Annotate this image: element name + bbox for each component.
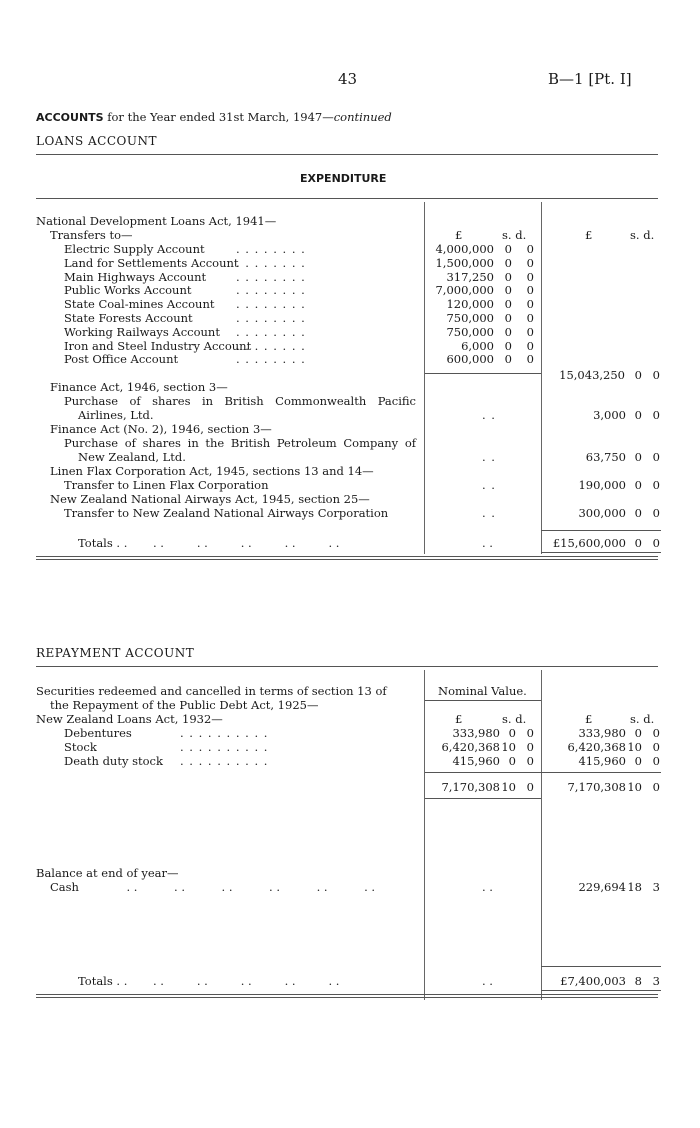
item-amount: 600,000 [446, 352, 494, 367]
nominal-pence: 0 [526, 740, 534, 754]
entry-amount: 63,750 [585, 450, 626, 464]
totals-label: Totals . . . . . . . . . . . . [78, 536, 340, 550]
cash-label: Cash . . . . . . . . . . . . [50, 880, 376, 894]
item-shillings: 0 [504, 242, 512, 256]
rule [36, 997, 658, 998]
totals-text: Totals [78, 536, 113, 550]
item-label: Working Railways Account [64, 324, 220, 339]
total-amount: £7,400,003 [560, 974, 626, 988]
subtotal-shillings: 10 [627, 780, 642, 794]
rule [36, 994, 658, 995]
expenditure-heading: EXPENDITURE [300, 172, 387, 185]
nominal-amount: 6,420,368 [441, 740, 500, 754]
item-shillings: 0 [504, 324, 512, 339]
item-pence: 0 [526, 283, 534, 298]
item-amount: 317,250 [446, 269, 494, 284]
item-amount: 415,960 [578, 754, 626, 768]
leader-dots: . . [482, 506, 496, 520]
item-label: State Coal-mines Account [64, 297, 215, 312]
item-pence: 0 [526, 311, 534, 325]
item-amount: 750,000 [446, 324, 494, 339]
column-rule [541, 670, 542, 1000]
total-shillings: 0 [634, 536, 642, 550]
rule [541, 552, 661, 553]
item-pence: 0 [526, 242, 534, 256]
item-label: Iron and Steel Industry Account [64, 338, 252, 353]
entry-amount: 190,000 [578, 478, 626, 492]
item-shillings: 0 [634, 754, 642, 768]
item-pence: 0 [526, 324, 534, 339]
page-number: 43 [338, 70, 358, 88]
column-rule [541, 202, 542, 554]
item-shillings: 0 [504, 283, 512, 298]
rule [425, 772, 661, 773]
leader-dots: . . [482, 408, 496, 422]
item-pence: 0 [652, 726, 660, 740]
rule [425, 700, 541, 701]
item-pence: 0 [526, 352, 534, 367]
item-pence: 0 [652, 754, 660, 768]
item-shillings: 0 [504, 311, 512, 325]
item-shillings: 0 [504, 269, 512, 284]
item-shillings: 10 [627, 740, 642, 754]
nominal-pence: 0 [526, 726, 534, 740]
item-amount: 120,000 [446, 297, 494, 312]
entry-pence: 0 [652, 408, 660, 422]
subtotal-pence: 0 [652, 368, 660, 382]
item-shillings: 0 [634, 726, 642, 740]
nominal-amount: 415,960 [452, 754, 500, 768]
pounds-header: £ [585, 228, 593, 242]
item-label: Post Office Account [64, 352, 179, 367]
entry-shillings: 0 [634, 478, 642, 492]
rule [36, 154, 658, 155]
leader-dots: . . . . . . . . [236, 255, 306, 270]
leader-dots: . . . . . . . . . . [180, 740, 269, 754]
sd-header: s. d. [630, 228, 655, 242]
leader-dots: . . . . . . . . . . [180, 754, 269, 768]
column-rule [424, 670, 425, 1000]
repayment-desc-2: the Repayment of the Public Debt Act, 1925— [50, 698, 319, 712]
item-label: Death duty stock [64, 754, 163, 768]
nominal-subtotal-pence: 0 [526, 780, 534, 794]
leader-dots: . . . . . . . . [236, 283, 306, 298]
rule [425, 373, 541, 374]
sd-header: s. d. [502, 228, 527, 242]
item-amount: 6,420,368 [567, 740, 626, 754]
title-bold: ACCOUNTS [36, 111, 104, 124]
rule [36, 559, 658, 560]
subtotal-amount: 7,170,308 [567, 780, 626, 794]
nominal-header: Nominal Value. [438, 684, 527, 698]
rule [541, 990, 661, 991]
item-label: Debentures [64, 726, 132, 740]
cash-amount: 229,694 [578, 880, 626, 894]
item-label: Electric Supply Account [64, 242, 205, 256]
rule [541, 530, 661, 531]
entry-pence: 0 [652, 506, 660, 520]
nominal-amount: 333,980 [452, 726, 500, 740]
entry-line: New Zealand, Ltd. [78, 450, 186, 464]
sd-header: s. d. [630, 712, 655, 726]
leader-dots: . . . . . . . . [236, 297, 306, 312]
repayment-desc-1: Securities redeemed and cancelled in terms of section 13 of [36, 684, 387, 698]
item-label: Land for Settlements Account [64, 255, 239, 270]
totals-text: Totals [78, 974, 113, 988]
leader-dots: . . . . . . . . [236, 338, 306, 353]
entry-pence: 0 [652, 450, 660, 464]
leader-dots: . . [482, 478, 496, 492]
title-text: for the Year ended 31st March, 1947— [107, 110, 334, 124]
item-pence: 0 [526, 255, 534, 270]
item-amount: 333,980 [578, 726, 626, 740]
item-pence: 0 [652, 740, 660, 754]
item-shillings: 0 [504, 255, 512, 270]
item-shillings: 0 [504, 297, 512, 312]
entry-line: Purchase of shares in British Commonwealth Pacific [64, 394, 416, 408]
leader-dots: . . . . . . . . [236, 269, 306, 284]
leader-dots: . . [482, 450, 496, 464]
item-pence: 0 [526, 269, 534, 284]
item-pence: 0 [526, 338, 534, 353]
section-title: LOANS ACCOUNT [36, 134, 157, 148]
entry-line: Linen Flax Corporation Act, 1945, sections 13 and 14— [50, 464, 374, 478]
total-amount: £15,600,000 [552, 536, 626, 550]
item-label: State Forests Account [64, 311, 193, 325]
item-label: Main Highways Account [64, 269, 207, 284]
subtotal-amount: 15,043,250 [559, 368, 625, 382]
entry-shillings: 0 [634, 506, 642, 520]
nominal-subtotal: 7,170,308 [441, 780, 500, 794]
rule [36, 556, 658, 557]
title-italic: continued [333, 110, 392, 124]
item-label: Stock [64, 740, 97, 754]
dots: . . [482, 974, 493, 988]
item-amount: 4,000,000 [435, 242, 494, 256]
item-shillings: 0 [504, 352, 512, 367]
rule [541, 966, 661, 967]
totals-label: Totals . . . . . . . . . . . . [78, 974, 340, 988]
item-amount: 7,000,000 [435, 283, 494, 298]
dots: . . [482, 536, 493, 550]
sd-header: s. d. [502, 712, 527, 726]
leader-dots: . . . . . . . . . . [180, 726, 269, 740]
repayment-desc-3: New Zealand Loans Act, 1932— [36, 712, 223, 726]
leader-dots: . . . . . . . . [236, 324, 306, 339]
rule [36, 666, 658, 667]
pounds-header: £ [455, 712, 463, 726]
dots: . . [482, 880, 493, 894]
leader-dots: . . . . . . . . [236, 311, 306, 325]
item-amount: 6,000 [461, 338, 494, 353]
transfers-label: Transfers to— [50, 228, 133, 242]
item-amount: 1,500,000 [435, 255, 494, 270]
cash-shillings: 18 [627, 880, 642, 894]
item-shillings: 0 [504, 338, 512, 353]
entry-pence: 0 [652, 478, 660, 492]
rule [36, 198, 658, 199]
nominal-subtotal-shillings: 10 [501, 780, 516, 794]
total-pence: 3 [652, 974, 660, 988]
act-title: National Development Loans Act, 1941— [36, 214, 277, 228]
leader-dots: . . . . . . . . [236, 352, 306, 367]
entry-line: Transfer to New Zealand National Airways Corporation [64, 506, 389, 520]
entry-shillings: 0 [634, 408, 642, 422]
item-pence: 0 [526, 297, 534, 312]
column-rule [424, 202, 425, 554]
entry-line: Finance Act (No. 2), 1946, section 3— [50, 422, 272, 436]
leader-dots: . . . . . . . . [236, 242, 306, 256]
balance-label: Balance at end of year— [36, 866, 179, 880]
document-reference: B—1 [Pt. I] [548, 70, 632, 88]
cash-text: Cash [50, 880, 79, 894]
entry-line: Finance Act, 1946, section 3— [50, 380, 228, 394]
entry-line: Transfer to Linen Flax Corporation [64, 478, 269, 492]
entry-amount: 3,000 [593, 408, 626, 422]
page-title [36, 110, 392, 124]
nominal-shillings: 0 [508, 726, 516, 740]
repayment-heading: REPAYMENT ACCOUNT [36, 646, 195, 660]
pounds-header: £ [585, 712, 593, 726]
total-shillings: 8 [634, 974, 642, 988]
item-amount: 750,000 [446, 311, 494, 325]
nominal-shillings: 0 [508, 754, 516, 768]
subtotal-pence: 0 [652, 780, 660, 794]
entry-line: Purchase of shares in the British Petroleum Company of [64, 436, 416, 450]
total-pence: 0 [652, 536, 660, 550]
entry-shillings: 0 [634, 450, 642, 464]
nominal-pence: 0 [526, 754, 534, 768]
entry-amount: 300,000 [578, 506, 626, 520]
item-label: Public Works Account [64, 283, 192, 298]
entry-line: New Zealand National Airways Act, 1945, section 25— [50, 492, 370, 506]
subtotal-shillings: 0 [634, 368, 642, 382]
rule [425, 798, 541, 799]
cash-pence: 3 [652, 880, 660, 894]
entry-line: Airlines, Ltd. [78, 408, 154, 422]
pounds-header: £ [455, 228, 463, 242]
nominal-shillings: 10 [501, 740, 516, 754]
